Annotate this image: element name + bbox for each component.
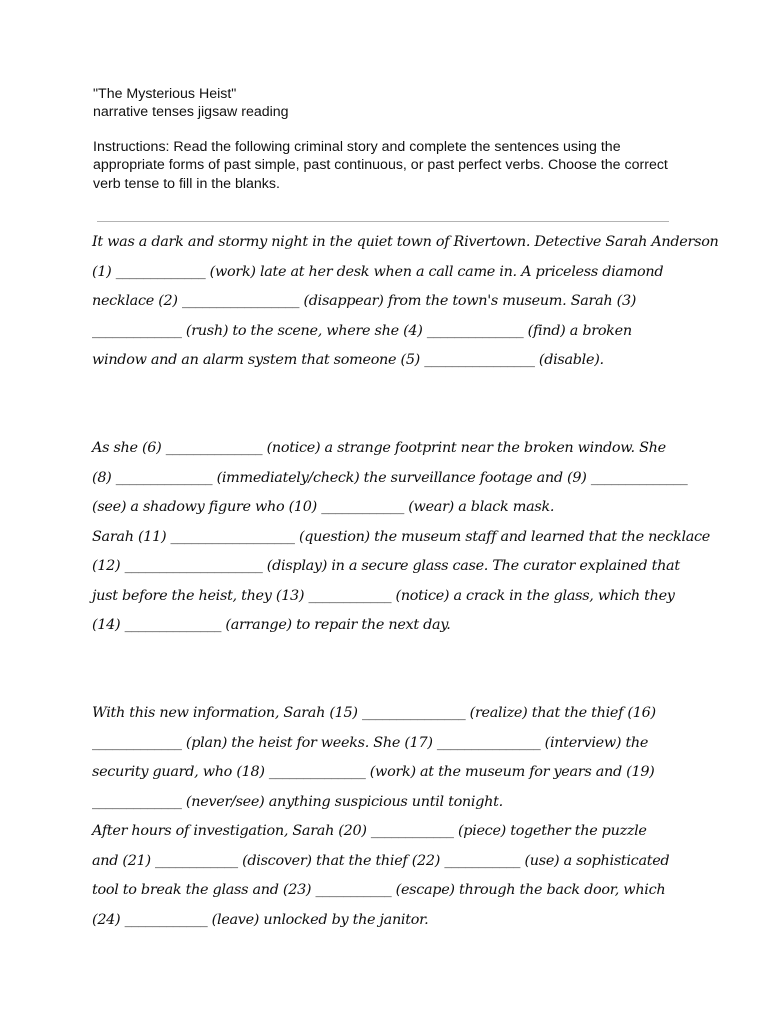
story-line: (14) ______________ (arrange) to repair the next day. xyxy=(92,617,451,633)
story-paragraph-2 xyxy=(92,434,711,641)
story-line: (12) ____________________ (display) in a secure glass case. The curator explained that xyxy=(92,558,680,574)
story-line: It was a dark and stormy night in the quiet town of Rivertown. Detective Sarah Anderson xyxy=(92,234,719,250)
worksheet-subtitle: narrative tenses jigsaw reading xyxy=(93,104,289,120)
instructions-text: Instructions: Read the following criminal story and complete the sentences using the appropriate forms of past simple, past continuous, or past perfect verbs. Choose the correct verb tense to fill in the blanks. xyxy=(93,139,668,192)
story-line: just before the heist, they (13) ____________ (notice) a crack in the glass, which they xyxy=(92,587,675,604)
story-line: After hours of investigation, Sarah (20) ____________ (piece) together the puzzle xyxy=(92,823,647,839)
story-line: (8) ______________ (immediately/check) the surveillance footage and (9) ______________ xyxy=(92,469,688,486)
story-line: _____________ (never/see) anything suspicious until tonight. xyxy=(92,793,503,810)
story-line: necklace (2) _________________ (disappear) from the town's museum. Sarah (3) xyxy=(92,293,637,309)
story-line: (see) a shadowy figure who (10) ____________ (wear) a black mask. xyxy=(92,499,555,515)
story-paragraph-1 xyxy=(92,228,719,376)
story-line: (24) ____________ (leave) unlocked by the janitor. xyxy=(92,911,429,928)
story-line: tool to break the glass and (23) ___________ (escape) through the back door, which xyxy=(92,882,666,898)
worksheet-title: "The Mysterious Heist" xyxy=(93,86,237,102)
horizontal-divider xyxy=(97,221,669,222)
story-line: (1) _____________ (work) late at her desk when a call came in. A priceless diamond xyxy=(92,263,664,280)
story-line: _____________ (plan) the heist for weeks. She (17) _______________ (interview) the xyxy=(92,734,649,751)
story-line: As she (6) ______________ (notice) a strange footprint near the broken window. She xyxy=(92,440,666,456)
story-paragraph-3 xyxy=(92,699,692,935)
story-line: and (21) ____________ (discover) that the thief (22) ___________ (use) a sophisticated xyxy=(92,852,670,869)
story-line: Sarah (11) __________________ (question) the museum staff and learned that the necklace xyxy=(92,528,711,545)
story-line: With this new information, Sarah (15) _______________ (realize) that the thief (16) xyxy=(92,705,656,721)
story-line: window and an alarm system that someone (5) ________________ (disable). xyxy=(92,352,604,368)
story-line: _____________ (rush) to the scene, where she (4) ______________ (find) a broken xyxy=(92,322,632,339)
story-line: security guard, who (18) ______________ (work) at the museum for years and (19) xyxy=(92,764,655,780)
